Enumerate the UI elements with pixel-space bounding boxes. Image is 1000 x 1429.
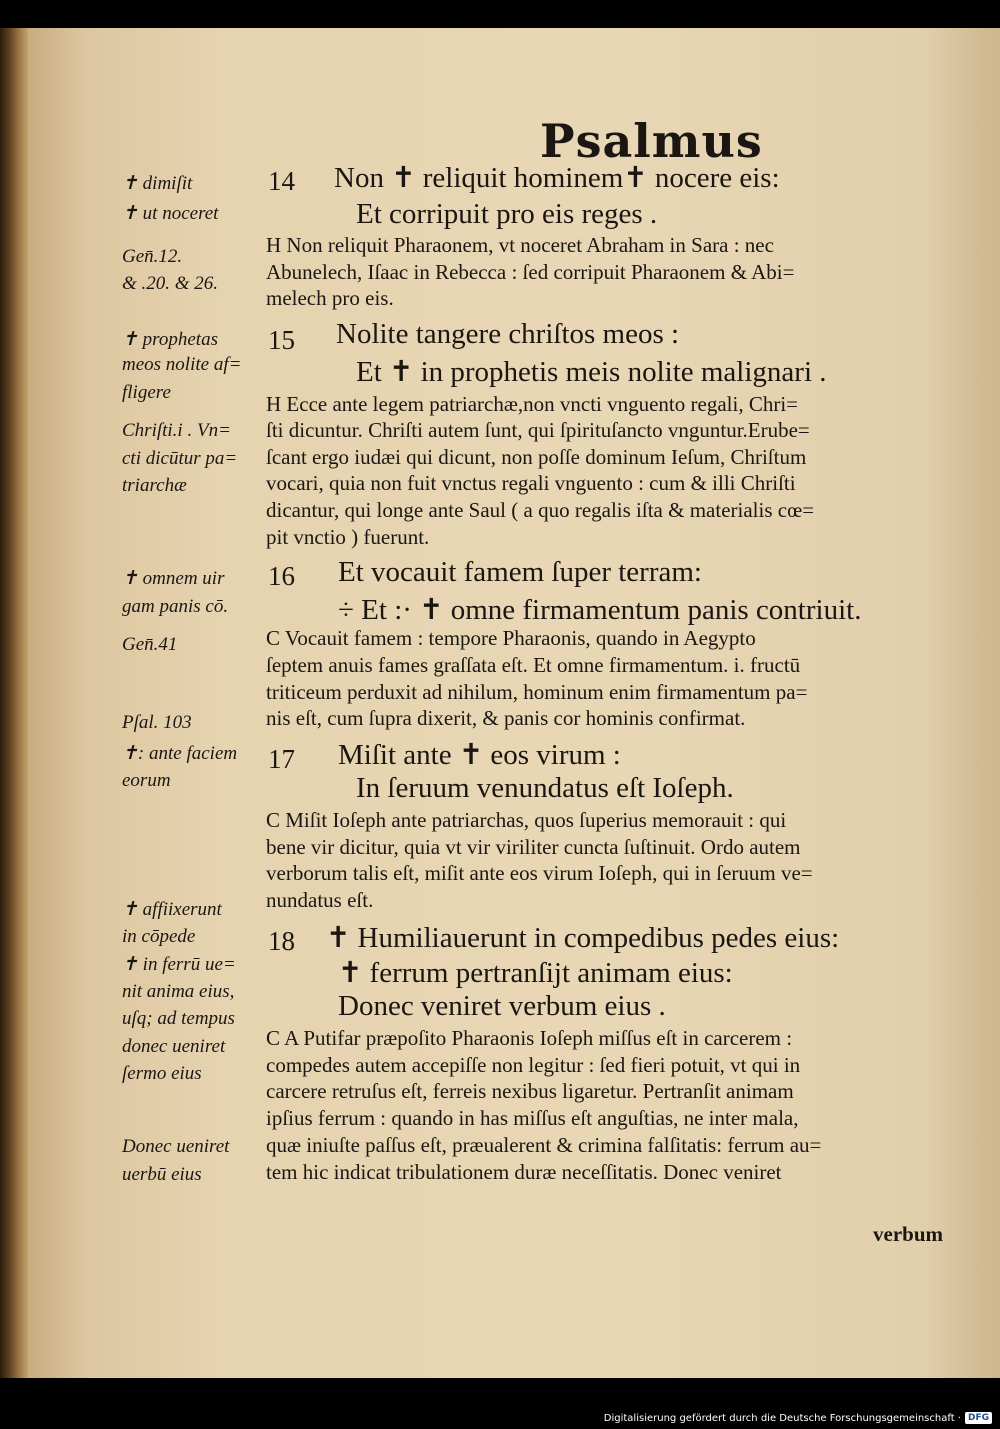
verse-line: Non ✝ reliquit hominem✝ nocere eis: <box>334 162 780 194</box>
margin-note: ✝ dimiſit <box>122 173 193 194</box>
margin-note: cti dicūtur pa= <box>122 448 238 469</box>
commentary-line: bene vir dicitur, quia vt vir viriliter cuncta ſuſtinuit. Ordo autem <box>266 835 801 859</box>
margin-note: nit anima eius, <box>122 981 235 1002</box>
footer-credit: Digitalisierung gefördert durch die Deutsche Forschungsgemeinschaft · <box>603 1412 961 1424</box>
verse-line: ✝ ferrum pertranſijt animam eius: <box>338 957 733 989</box>
verse-number: 14 <box>268 166 295 196</box>
commentary-line: C Vocauit famem : tempore Pharaonis, quando in Aegypto <box>266 626 756 650</box>
verse-line: ✝ Humiliauerunt in compedibus pedes eius: <box>326 922 840 954</box>
commentary-line: nundatus eſt. <box>266 888 374 912</box>
margin-note: ✝: ante faciem <box>122 743 238 764</box>
commentary-line: H Ecce ante legem patriarchæ,non vncti vnguento regali, Chri= <box>266 392 798 416</box>
verse-line: ÷ Et :· ✝ omne firmamentum panis contriuit. <box>338 594 862 626</box>
margin-note: Donec ueniret <box>122 1136 230 1157</box>
commentary-line: H Non reliquit Pharaonem, vt noceret Abraham in Sara : nec <box>266 233 774 257</box>
margin-note: Chriſti.i . Vn= <box>122 420 231 441</box>
commentary-line: nis eſt, cum ſupra dixerit, & panis cor hominis confirmat. <box>266 706 746 730</box>
book-page <box>0 28 1000 1378</box>
commentary-line: ſeptem anuis fames graſſata eſt. Et omne firmamentum. i. fructū <box>266 653 801 677</box>
margin-note: uerbū eius <box>122 1164 202 1185</box>
margin-note: ✝ omnem uir <box>122 568 225 589</box>
commentary-line: ſti dicuntur. Chriſti autem ſunt, qui ſpirituſancto vnguntur.Erube= <box>266 418 810 442</box>
verse-line: Miſit ante ✝ eos virum : <box>338 739 621 771</box>
verse-number: 16 <box>268 561 295 591</box>
verse-line: Nolite tangere chriſtos meos : <box>336 318 680 350</box>
margin-note: Pſal. 103 <box>122 712 192 733</box>
commentary-line: ipſius ferrum : quando in has miſſus eſt anguſtias, ne inter mala, <box>266 1106 799 1130</box>
margin-note: gam panis cō. <box>122 596 229 617</box>
commentary-line: dicantur, qui longe ante Saul ( a quo regalis iſta & materialis cœ= <box>266 498 815 522</box>
commentary-line: carcere retruſus eſt, ferreis nexibus ligaretur. Pertranſit animam <box>266 1079 794 1103</box>
margin-note: ✝ in ferrū ue= <box>122 954 236 975</box>
commentary-line: melech pro eis. <box>266 286 394 310</box>
page-paper <box>28 28 1000 1378</box>
margin-note: ✝ affiixerunt <box>122 899 222 920</box>
commentary-line: compedes autem accepiſſe non legitur : ſed fieri potuit, vt qui in <box>266 1053 801 1077</box>
margin-note: triarchæ <box>122 475 187 496</box>
margin-note: eorum <box>122 770 171 791</box>
margin-note: fligere <box>122 382 171 403</box>
verse-number: 17 <box>268 744 295 774</box>
verse-line: Donec veniret verbum eius . <box>338 990 666 1022</box>
commentary-line: C A Putifar præpoſito Pharaonis Ioſeph miſſus eſt in carcerem : <box>266 1026 793 1050</box>
book-spine <box>0 28 28 1378</box>
commentary-line: pit vnctio ) fuerunt. <box>266 525 430 549</box>
commentary-line: ſcant ergo iudæi qui dicunt, non poſſe dominum Ieſum, Chriſtum <box>266 445 807 469</box>
margin-note: ✝ prophetas <box>122 329 218 350</box>
verse-line: Et corripuit pro eis reges . <box>356 198 658 230</box>
commentary-line: Abunelech, Iſaac in Rebecca : ſed corripuit Pharaonem & Abi= <box>266 260 795 284</box>
commentary-line: quæ iniuſte paſſus eſt, præualerent & crimina falſitatis: ferrum au= <box>266 1133 822 1157</box>
margin-note: donec ueniret <box>122 1036 226 1057</box>
commentary-line: vocari, quia non fuit vnctus regali vnguento : cum & illi Chriſti <box>266 471 796 495</box>
margin-note: Gen̄.41 <box>122 634 178 655</box>
margin-note: Gen̄.12. <box>122 246 183 267</box>
margin-note: in cōpede <box>122 926 196 947</box>
margin-note: ✝ ut noceret <box>122 203 219 224</box>
commentary-line: tem hic indicat tribulationem duræ neceſſitatis. Donec veniret <box>266 1160 782 1184</box>
commentary-line: triticeum perduxit ad nihilum, hominum enim firmamentum pa= <box>266 680 808 704</box>
margin-note: & .20. & 26. <box>122 273 219 294</box>
verse-line: In ſeruum venundatus eſt Ioſeph. <box>356 772 734 804</box>
verse-number: 15 <box>268 325 295 355</box>
margin-note: meos nolite af= <box>122 354 242 375</box>
margin-note: uſq; ad tempus <box>122 1008 235 1029</box>
commentary-line: C Miſit Ioſeph ante patriarchas, quos ſuperius memorauit : qui <box>266 808 787 832</box>
commentary-line: verborum talis eſt, miſit ante eos virum Ioſeph, qui in ſeruum ve= <box>266 861 813 885</box>
catchword: verbum <box>873 1222 943 1246</box>
verse-number: 18 <box>268 926 295 956</box>
page-header: Psalmus <box>540 114 763 168</box>
verse-line: Et vocauit famem ſuper terram: <box>338 556 702 588</box>
margin-note: ſermo eius <box>122 1063 202 1084</box>
verse-line: Et ✝ in prophetis meis nolite malignari . <box>356 356 827 388</box>
digitization-footer <box>604 1410 992 1426</box>
dfg-logo: DFG <box>965 1412 992 1424</box>
